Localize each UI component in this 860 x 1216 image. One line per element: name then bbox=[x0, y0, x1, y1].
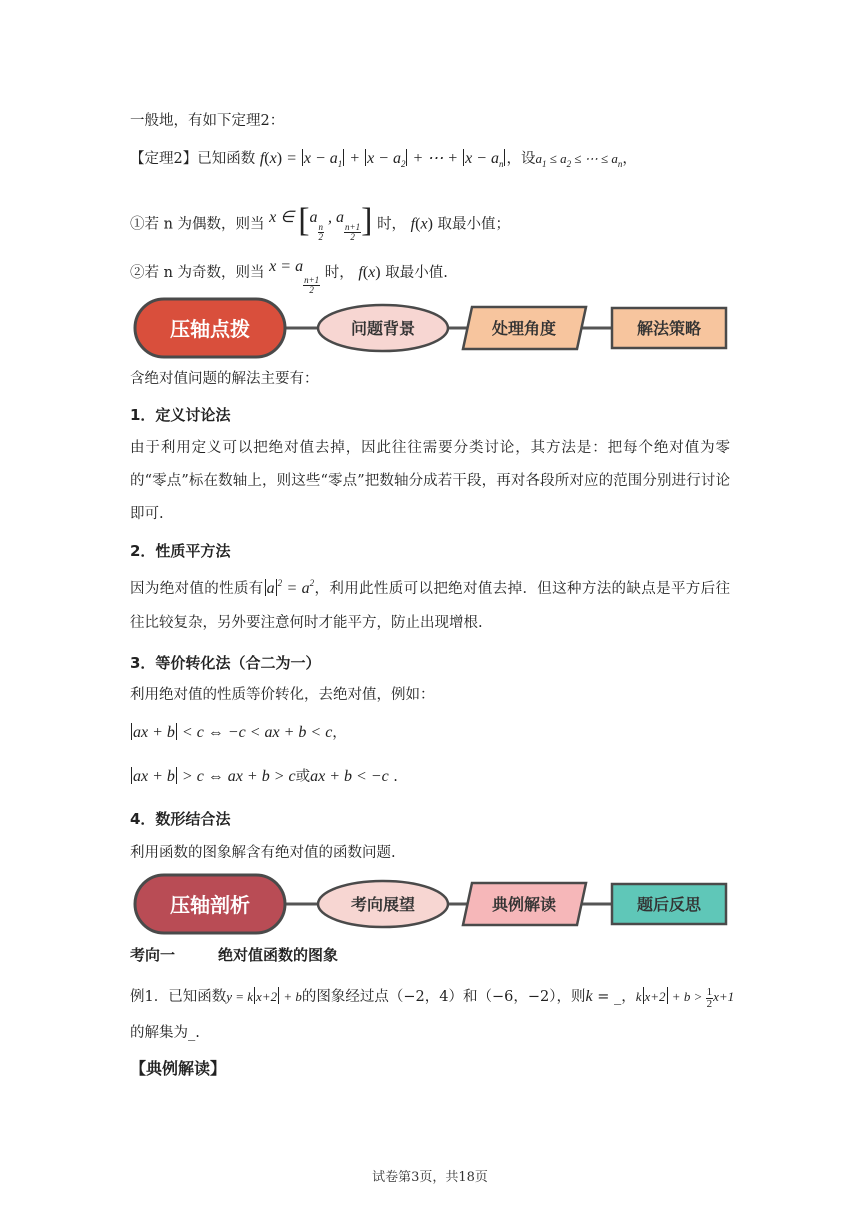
case1-mid: 时， bbox=[377, 216, 407, 233]
case2-f-formula: f(x) bbox=[358, 264, 381, 281]
banner1-step3-label: 解法策略 bbox=[636, 319, 702, 338]
example1-mid1: 的图象经过点（ bbox=[301, 989, 404, 1005]
banner-yazhou-pouxi bbox=[132, 872, 732, 936]
example1-inequality-formula: k x+2 + b > $\frac{1}{2}$ x+1 bbox=[635, 985, 735, 1010]
theorem-line: 【定理2】已知函数 $f(x) = x - a_1 + x - a_2$ + ⋯ + $x - a_n$ ，设$a_1 \le a_2$ ≤ ⋯ ≤ $a_n$， bbox=[130, 150, 637, 169]
method1-body: 由于利用定义可以把绝对值去掉，因此往往需要分类讨论，其方法是：把每个绝对值为零的“零点”标在数轴上，则这些“零点”把数轴分成若干段，再对各段所对应的范围分别进行讨论即可. bbox=[130, 440, 730, 522]
or-word: 或 bbox=[295, 769, 311, 785]
banner2-main-label: 压轴剖析 bbox=[170, 893, 250, 917]
method4-body: 利用函数的图象解含有绝对值的函数问题. bbox=[130, 845, 396, 861]
intro-text: 一般地，有如下定理2： bbox=[130, 113, 285, 129]
method3-body: 利用绝对值的性质等价转化，去绝对值，例如： bbox=[130, 687, 435, 703]
example1-point1: −2，4 bbox=[403, 989, 449, 1005]
theorem-label: 【定理2】已知函数 bbox=[130, 151, 256, 167]
equiv-formula-1: ax + b < c ⇔ −c < ax + b < c， bbox=[133, 724, 347, 741]
example1-point2: −6，−2 bbox=[491, 989, 550, 1005]
section-label: 考向一 bbox=[130, 946, 176, 964]
case1-prefix: ①若 n 为偶数，则当 bbox=[130, 216, 265, 233]
example1-line2: 的解集为_. bbox=[130, 1025, 200, 1041]
banner1-step2-label: 处理角度 bbox=[491, 319, 557, 338]
method4-title: 4．数形结合法 bbox=[130, 810, 231, 828]
banner2-step2-label: 典例解读 bbox=[491, 895, 557, 914]
theorem-case1 bbox=[130, 202, 510, 242]
method2-body bbox=[130, 572, 730, 640]
banner1-step1-label: 问题背景 bbox=[350, 319, 416, 338]
example1-prefix: 例1．已知函数 bbox=[130, 989, 227, 1005]
method1-title: 1．定义讨论法 bbox=[130, 406, 231, 424]
banner-yazhou-dianbo bbox=[132, 296, 732, 360]
example1-function-formula: y = k x+2 + b bbox=[226, 989, 302, 1004]
abs-square-formula: a $^2 = a^2$ bbox=[266, 578, 315, 597]
method2-title: 2．性质平方法 bbox=[130, 542, 231, 560]
example1-line1: 例1．已知函数y = k x+2 + b的图象经过点（−2，4）和（−6，−2），则k = _，k x+2 + b > $\frac{1}{2}$ x+1 bbox=[130, 985, 735, 1010]
case2-mid: 时， bbox=[324, 265, 354, 281]
page-footer: 试卷第3页，共18页 bbox=[372, 1170, 488, 1185]
equiv-formula-2: ax + b > c ⇔ ax + b > c或ax + b < −c . bbox=[133, 768, 398, 785]
banner2-step1-label: 考向展望 bbox=[350, 895, 416, 914]
section-title: 绝对值函数的图象 bbox=[218, 946, 339, 964]
case2-suffix: 取最小值. bbox=[385, 265, 448, 281]
method2-body-suffix: ，利用此性质可以把绝对值去掉．但这种方法的缺点是平方后往往比较复杂，另外要注意何时才能平方，防止出现增根. bbox=[130, 581, 731, 631]
typical-heading: 【典例解读】 bbox=[130, 1059, 227, 1078]
methods-intro: 含绝对值问题的解法主要有： bbox=[130, 371, 319, 387]
case2-x-formula: x = a $\frac{n+1}{2}$ bbox=[269, 258, 320, 295]
method3-title: 3．等价转化法（合二为一） bbox=[130, 654, 321, 672]
example1-mid2: ）和（ bbox=[448, 989, 492, 1005]
case1-f-formula: f(x) bbox=[410, 215, 433, 233]
method2-body-prefix: 因为绝对值的性质有 bbox=[130, 581, 264, 597]
case2-prefix: ②若 n 为奇数，则当 bbox=[130, 265, 265, 281]
theorem-function-formula: $f(x) = x - a_1 + x - a_2$ + ⋯ + $x - a_n$ bbox=[259, 150, 504, 169]
theorem-order-formula: $a_1 \le a_2$ ≤ ⋯ ≤ $a_n$ bbox=[535, 151, 623, 169]
banner1-main-label: 压轴点拨 bbox=[170, 317, 250, 341]
banner2-step3-label: 题后反思 bbox=[636, 895, 702, 914]
theorem-mid: ，设 bbox=[506, 151, 536, 167]
case1-interval-formula: x ∈ [a $\frac{n}{2}$ , a $\frac{n+1}{2}$ ] bbox=[269, 202, 373, 242]
example1-mid3: ），则 bbox=[549, 989, 586, 1005]
example1-mid4: ， bbox=[621, 989, 636, 1005]
case1-suffix: 取最小值； bbox=[437, 216, 510, 233]
